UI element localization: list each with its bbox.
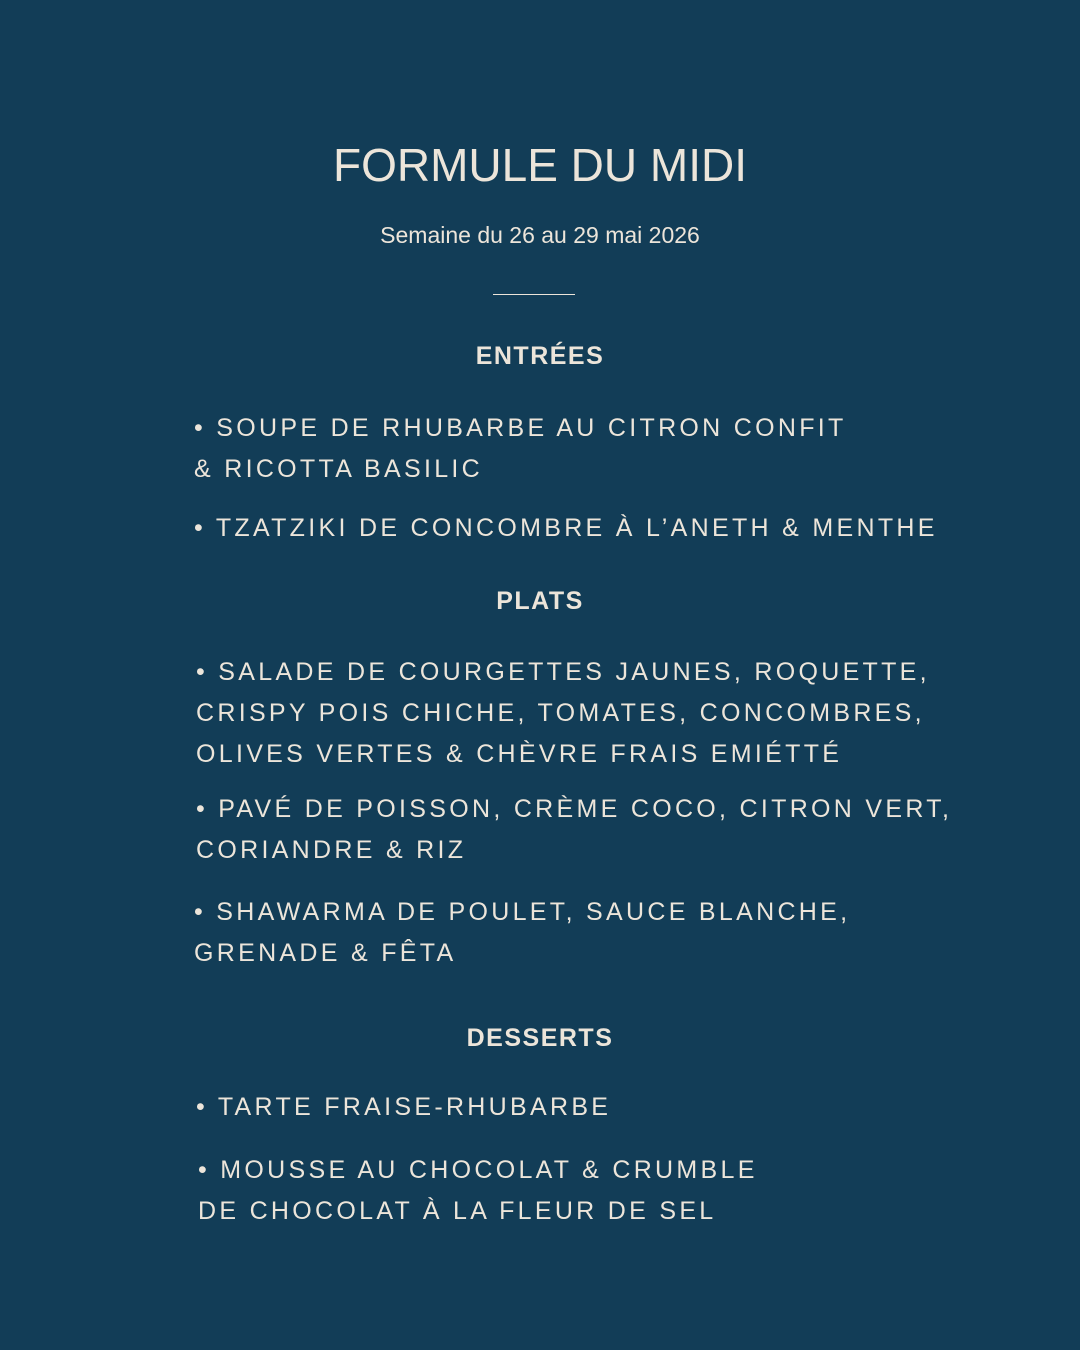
menu-item-plat-1 (196, 652, 930, 775)
title-divider (493, 294, 575, 295)
menu-item-line: & RICOTTA BASILIC (194, 455, 484, 483)
menu-week-subtitle: Semaine du 26 au 29 mai 2026 (380, 222, 700, 248)
menu-item-entree-2 (194, 508, 938, 549)
menu-item-line: CORIANDRE & RIZ (196, 836, 467, 864)
menu-item-line: DE CHOCOLAT À LA FLEUR DE SEL (198, 1197, 717, 1225)
menu-item-entree-1 (194, 408, 847, 490)
menu-item-line: • SOUPE DE RHUBARBE AU CITRON CONFIT (194, 414, 847, 442)
menu-item-dessert-2 (198, 1150, 758, 1232)
menu-item-line: • SHAWARMA DE POULET, SAUCE BLANCHE, (194, 898, 851, 926)
menu-item-line: • TZATZIKI DE CONCOMBRE À L’ANETH & MENTHE (194, 514, 938, 542)
menu-item-line: • PAVÉ DE POISSON, CRÈME COCO, CITRON VERT, (196, 795, 953, 823)
menu-title: FORMULE DU MIDI (333, 139, 747, 191)
menu-item-line: • SALADE DE COURGETTES JAUNES, ROQUETTE, (196, 658, 930, 686)
menu-item-line: GRENADE & FÊTA (194, 939, 457, 967)
menu-item-plat-2 (196, 789, 952, 871)
section-title-plats: PLATS (496, 587, 584, 615)
menu-item-plat-3 (194, 892, 850, 974)
section-title-entrees: ENTRÉES (475, 342, 605, 370)
menu-item-line: OLIVES VERTES & CHÈVRE FRAIS EMIÉTTÉ (196, 740, 843, 768)
menu-item-dessert-1 (196, 1087, 611, 1128)
menu-item-line: • TARTE FRAISE-RHUBARBE (196, 1093, 612, 1121)
menu-item-line: CRISPY POIS CHICHE, TOMATES, CONCOMBRES, (196, 699, 925, 727)
section-title-desserts: DESSERTS (466, 1024, 614, 1052)
menu-item-line: • MOUSSE AU CHOCOLAT & CRUMBLE (198, 1156, 758, 1184)
